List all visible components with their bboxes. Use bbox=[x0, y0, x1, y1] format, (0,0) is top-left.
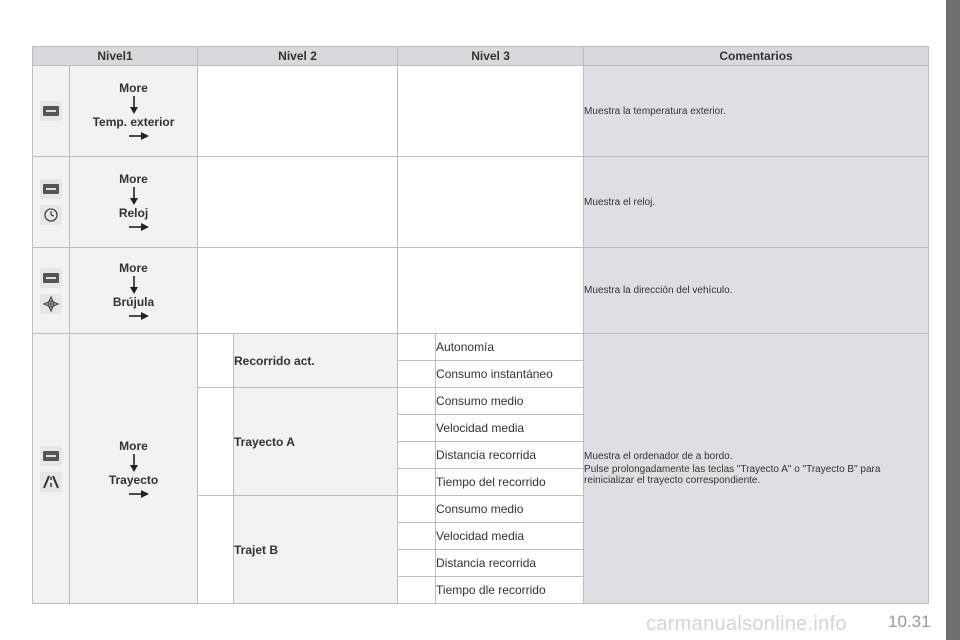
icon-cell bbox=[33, 334, 70, 604]
arrow-right-icon bbox=[129, 131, 149, 141]
nivel3-spacer bbox=[398, 469, 436, 496]
arrow-right-icon bbox=[129, 489, 149, 499]
navigation-table bbox=[32, 46, 929, 604]
nivel3-empty bbox=[398, 248, 584, 334]
icon-cell bbox=[33, 248, 70, 334]
comment-cell bbox=[584, 157, 929, 248]
nivel3-spacer bbox=[398, 361, 436, 388]
arrow-down-icon bbox=[129, 187, 139, 205]
icon-cell bbox=[33, 157, 70, 248]
trip-row bbox=[33, 334, 929, 361]
nivel3-spacer bbox=[398, 442, 436, 469]
option-item: Consumo medio bbox=[436, 388, 584, 415]
header-row bbox=[33, 47, 929, 66]
side-tab bbox=[946, 0, 960, 640]
clock-icon bbox=[40, 205, 62, 225]
arrow-right-icon bbox=[129, 222, 149, 232]
sub-recorrido-act: Recorrido act. bbox=[234, 334, 398, 388]
option-item: Tiempo dle recorrido bbox=[436, 577, 584, 604]
more-label: More bbox=[119, 438, 148, 453]
header-comentarios: Comentarios bbox=[584, 47, 929, 66]
option-item: Consumo medio bbox=[436, 496, 584, 523]
brujula-label: Brújula bbox=[112, 294, 155, 309]
header-nivel3: Nivel 3 bbox=[398, 47, 584, 66]
nivel3-spacer bbox=[398, 334, 436, 361]
reloj-label: Reloj bbox=[118, 206, 149, 220]
comment-text: Muestra la temperatura exterior. bbox=[584, 105, 726, 117]
nivel3-spacer bbox=[398, 415, 436, 442]
option-item: Velocidad media bbox=[436, 523, 584, 550]
nivel2-empty bbox=[198, 248, 398, 334]
nivel3-empty bbox=[398, 157, 584, 248]
header-nivel1: Nivel1 bbox=[33, 47, 198, 66]
compass-icon bbox=[40, 294, 62, 314]
menu-button-icon bbox=[40, 446, 62, 466]
nivel3-spacer bbox=[398, 496, 436, 523]
comment-cell bbox=[584, 334, 929, 604]
nivel1-cell bbox=[70, 248, 198, 334]
nivel2-spacer bbox=[198, 388, 234, 496]
header-nivel2: Nivel 2 bbox=[198, 47, 398, 66]
nivel2-empty bbox=[198, 157, 398, 248]
comment-cell bbox=[584, 66, 929, 157]
menu-button-icon bbox=[40, 268, 62, 288]
comment-text: Muestra el ordenador de a bordo. bbox=[584, 451, 733, 462]
menu-button-icon bbox=[40, 179, 62, 199]
nivel1-cell bbox=[70, 66, 198, 157]
menu-button-icon bbox=[40, 101, 62, 121]
arrow-down-icon bbox=[129, 276, 139, 294]
nivel2-empty bbox=[198, 66, 398, 157]
icon-cell bbox=[33, 66, 70, 157]
option-item: Autonomía bbox=[436, 334, 584, 361]
option-item: Distancia recorrida bbox=[436, 550, 584, 577]
temp-exterior-label: Temp. exterior bbox=[92, 115, 175, 129]
row-compass bbox=[33, 248, 929, 334]
sub-trajet-b: Trajet B bbox=[234, 496, 398, 604]
arrow-down-icon bbox=[129, 96, 139, 114]
more-label: More bbox=[119, 81, 148, 95]
watermark: carmanualsonline.info bbox=[646, 613, 847, 635]
option-item: Distancia recorrida bbox=[436, 442, 584, 469]
nivel3-spacer bbox=[398, 523, 436, 550]
comment-text: Muestra la dirección del vehículo. bbox=[584, 285, 733, 296]
comment-cell bbox=[584, 248, 929, 334]
comment-text: Pulse prolongadamente las teclas "Trayecto A" o "Trayecto B" para reinicializar el trayecto correspondiente. bbox=[584, 464, 881, 486]
row-temp bbox=[33, 66, 929, 157]
more-label: More bbox=[119, 172, 148, 186]
nivel2-spacer bbox=[198, 496, 234, 604]
nivel2-spacer bbox=[198, 334, 234, 388]
nivel1-cell bbox=[70, 157, 198, 248]
nivel1-cell bbox=[70, 334, 198, 604]
nivel3-spacer bbox=[398, 388, 436, 415]
trayecto-label: Trayecto bbox=[108, 472, 159, 487]
nivel3-empty bbox=[398, 66, 584, 157]
option-item: Consumo instantáneo bbox=[436, 361, 584, 388]
arrow-down-icon bbox=[129, 454, 139, 472]
option-item: Tiempo del recorrido bbox=[436, 469, 584, 496]
sub-trayecto-a: Trayecto A bbox=[234, 388, 398, 496]
road-icon bbox=[40, 472, 62, 492]
arrow-right-icon bbox=[129, 311, 149, 321]
more-label: More bbox=[119, 260, 148, 275]
option-item: Velocidad media bbox=[436, 415, 584, 442]
comment-text: Muestra el reloj. bbox=[584, 196, 656, 208]
nivel3-spacer bbox=[398, 577, 436, 604]
row-clock bbox=[33, 157, 929, 248]
page-number: 10.31 bbox=[888, 612, 931, 631]
nivel3-spacer bbox=[398, 550, 436, 577]
